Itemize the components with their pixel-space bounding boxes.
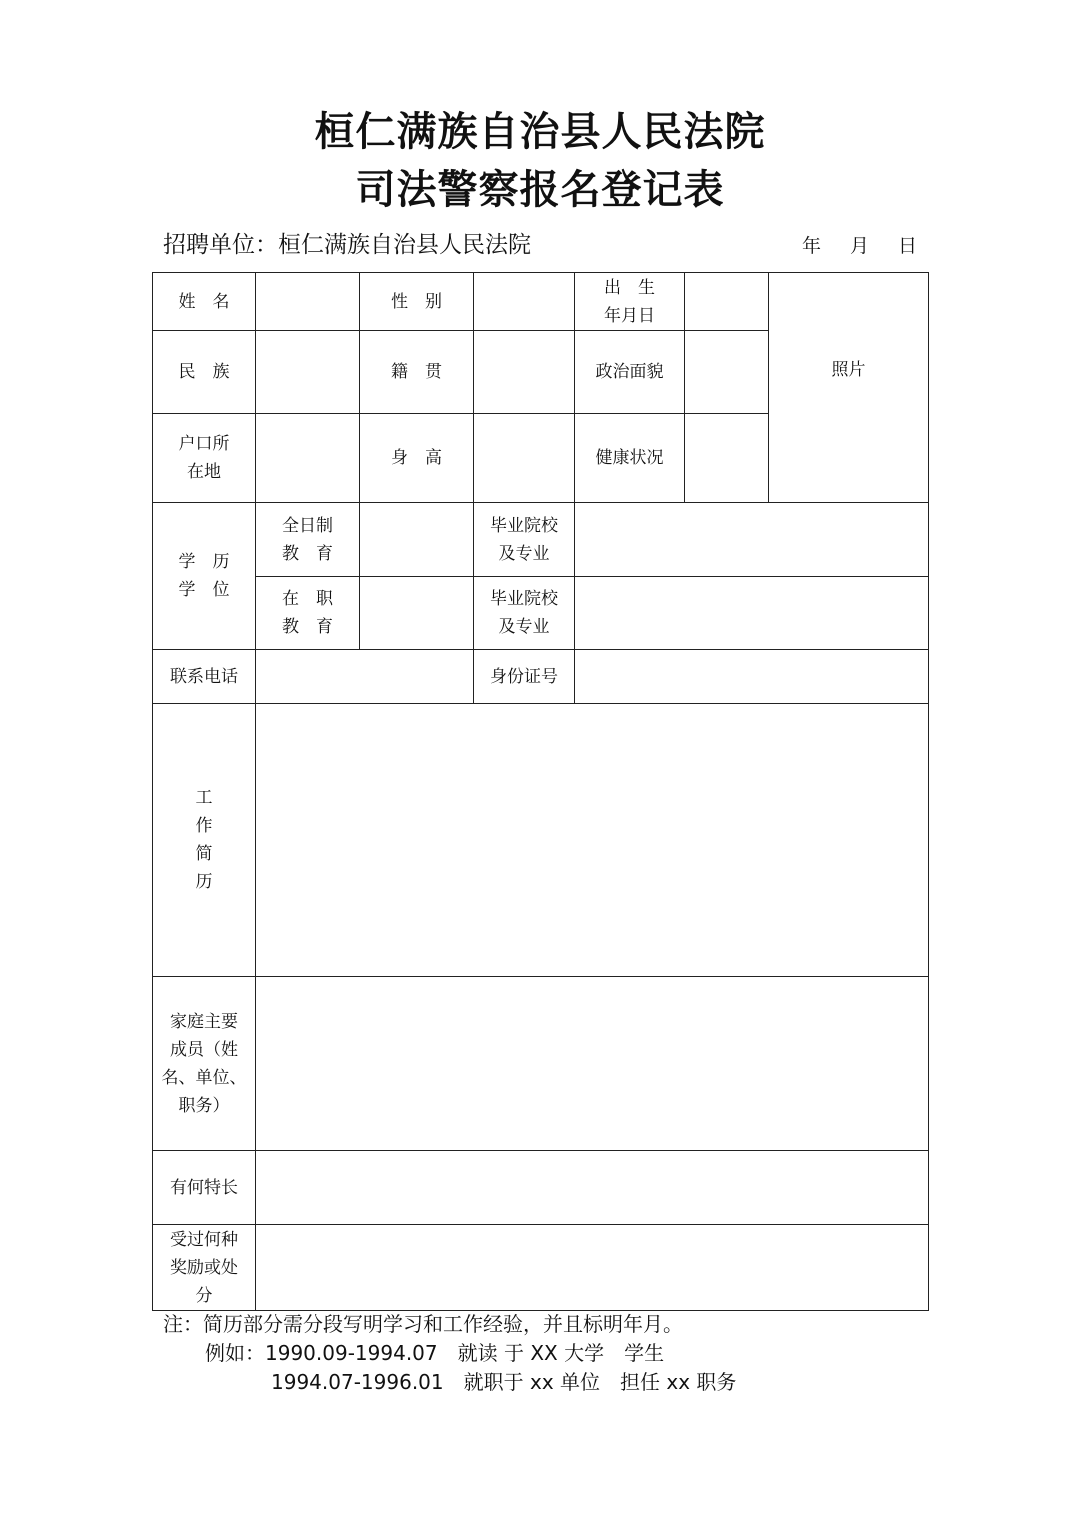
onjob-label-line2: 教 育	[282, 617, 333, 637]
hukou-field[interactable]	[256, 414, 360, 503]
education-label-line2: 学 位	[178, 580, 230, 600]
political-status-label: 政治面貌	[575, 331, 685, 414]
awards-label-line: 受过何种	[170, 1229, 238, 1250]
document-title-line2: 司法警察报名登记表	[355, 166, 725, 213]
resume-label-char: 作	[195, 816, 213, 836]
resume-label-char: 简	[195, 844, 213, 864]
form-row-resume	[153, 704, 929, 977]
ethnicity-label: 民 族	[153, 331, 256, 414]
form-row-contact	[153, 650, 929, 704]
health-label: 健康状况	[575, 414, 685, 503]
awards-label-line: 分	[195, 1285, 213, 1306]
fulltime-school-label-line1: 毕业院校	[490, 515, 558, 536]
birth-field[interactable]	[685, 273, 769, 331]
family-label-line: 成员（姓	[170, 1039, 238, 1060]
note-line-2: 例如：1990.09-1994.07 就读 于 XX 大学 学生	[205, 1341, 665, 1365]
height-field[interactable]	[474, 414, 575, 503]
gender-label: 性 别	[360, 273, 474, 331]
fulltime-education-label	[256, 503, 360, 577]
recruiting-unit-value: 桓仁满族自治县人民法院	[278, 232, 531, 258]
gender-field[interactable]	[474, 273, 575, 331]
form-row-education-1	[153, 503, 929, 577]
skills-label: 有何特长	[153, 1151, 256, 1225]
resume-label	[153, 704, 256, 977]
family-field[interactable]	[256, 977, 929, 1151]
photo-box[interactable]	[769, 273, 929, 503]
onjob-education-field[interactable]	[360, 577, 474, 650]
height-label: 身 高	[360, 414, 474, 503]
awards-label	[153, 1225, 256, 1311]
registration-form-table	[152, 272, 929, 1311]
form-row-education-2	[153, 577, 929, 650]
phone-field[interactable]	[256, 650, 474, 704]
family-label-line: 家庭主要	[170, 1011, 238, 1032]
onjob-label-line1: 在 职	[282, 589, 333, 609]
birth-label-line1: 出 生	[604, 277, 655, 298]
document-title-line1: 桓仁满族自治县人民法院	[314, 108, 766, 155]
birth-label	[575, 273, 685, 331]
resume-label-char: 工	[195, 788, 213, 808]
phone-label: 联系电话	[153, 650, 256, 704]
fulltime-label-line2: 教 育	[282, 543, 333, 564]
date-day-label: 日	[898, 235, 918, 257]
health-field[interactable]	[685, 414, 769, 503]
awards-field[interactable]	[256, 1225, 929, 1311]
fulltime-school-label-line2: 及专业	[498, 543, 550, 564]
education-label	[153, 503, 256, 650]
onjob-school-label-line1: 毕业院校	[490, 589, 558, 609]
resume-label-char: 历	[195, 872, 213, 892]
hukou-label	[153, 414, 256, 503]
recruiting-unit-label: 招聘单位：	[163, 232, 278, 258]
onjob-education-label	[256, 577, 360, 650]
fulltime-school-field[interactable]	[575, 503, 929, 577]
hukou-label-line1: 户口所	[178, 434, 230, 454]
id-number-field[interactable]	[575, 650, 929, 704]
onjob-school-label	[474, 577, 575, 650]
skills-field[interactable]	[256, 1151, 929, 1225]
native-place-label: 籍 贯	[360, 331, 474, 414]
hukou-label-line2: 在地	[187, 462, 221, 482]
note-line-3: 1994.07-1996.01 就职于 xx 单位 担任 xx 职务	[271, 1370, 737, 1394]
fulltime-school-label	[474, 503, 575, 577]
awards-label-line: 奖励或处	[170, 1257, 238, 1278]
name-field[interactable]	[256, 273, 360, 331]
ethnicity-field[interactable]	[256, 331, 360, 414]
notes-section	[163, 1310, 736, 1397]
birth-label-line2: 年月日	[604, 305, 655, 326]
education-label-line1: 学 历	[178, 552, 230, 572]
family-label-line: 名、单位、	[161, 1067, 247, 1088]
family-label-line: 职务）	[178, 1095, 230, 1116]
native-place-field[interactable]	[474, 331, 575, 414]
family-label	[153, 977, 256, 1151]
onjob-school-label-line2: 及专业	[498, 617, 550, 637]
id-number-label: 身份证号	[474, 650, 575, 704]
photo-label: 照片	[831, 359, 866, 380]
form-row-family	[153, 977, 929, 1151]
resume-field[interactable]	[256, 704, 929, 977]
recruiting-unit	[163, 228, 531, 262]
date-year-label: 年	[802, 235, 822, 257]
note-line-1: 注：简历部分需分段写明学习和工作经验，并且标明年月。	[163, 1312, 683, 1336]
form-row-basic-1	[153, 273, 929, 331]
form-row-awards	[153, 1225, 929, 1311]
fulltime-label-line1: 全日制	[282, 515, 333, 536]
date-month-label: 月	[850, 235, 870, 257]
name-label: 姓 名	[153, 273, 256, 331]
fulltime-education-field[interactable]	[360, 503, 474, 577]
form-row-skills	[153, 1151, 929, 1225]
political-status-field[interactable]	[685, 331, 769, 414]
onjob-school-field[interactable]	[575, 577, 929, 650]
